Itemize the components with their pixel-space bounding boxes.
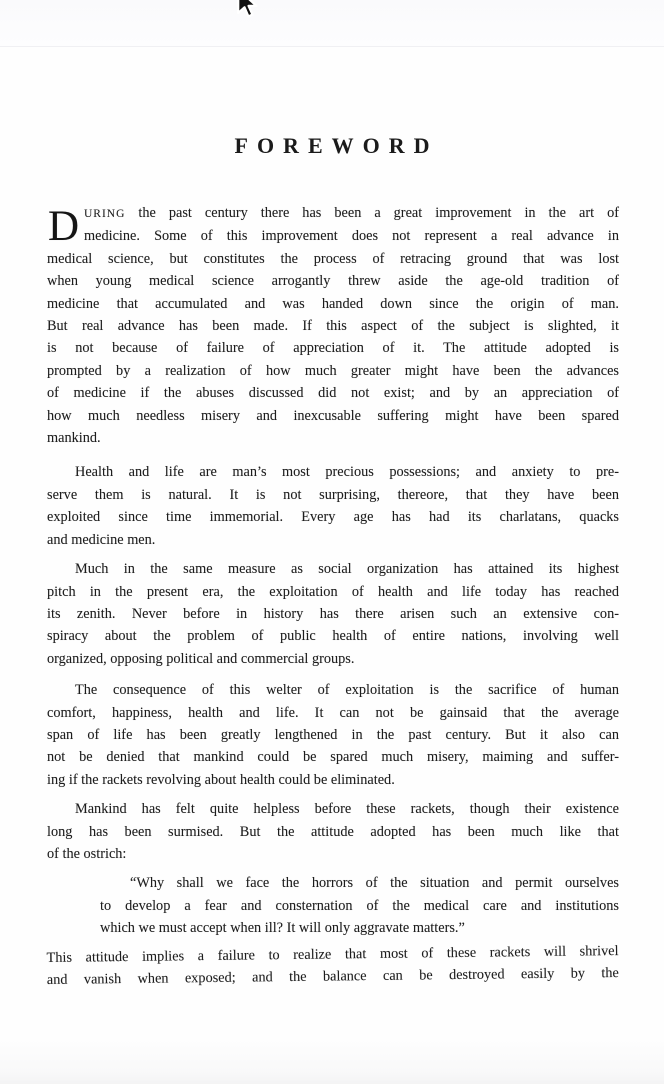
- text-block: [47, 202, 619, 991]
- text-line: URING the past century there has been a great improvement in the art of: [84, 205, 619, 221]
- text-line: long has been surmised. But the attitude adopted has been much like that: [47, 823, 619, 840]
- page-bottom-shadow: [0, 1038, 664, 1084]
- text-line: comfort, happiness, health and life. It can not be gainsaid that the average: [47, 704, 619, 721]
- text-line: serve them is natural. It is not surprising, thereore, that they have been: [47, 486, 619, 503]
- text-line: how much needless misery and inexcusable suffering might have been spared: [47, 407, 619, 424]
- text-line: ing if the rackets revolving about health could be eliminated.: [47, 771, 395, 788]
- text-line: The consequence of this welter of exploitation is the sacrifice of human: [75, 682, 619, 699]
- paragraph-6: [46, 940, 619, 992]
- text-line: which we must accept when ill? It will only aggravate matters.”: [100, 920, 465, 937]
- text-line: “Why shall we face the horrors of the situation and permit ourselves: [130, 875, 619, 892]
- drop-cap: D: [48, 203, 80, 250]
- paragraph-2: [47, 461, 619, 551]
- text-line: Mankind has felt quite helpless before these rackets, though their existence: [75, 801, 619, 818]
- ostrich-quote: [100, 872, 619, 939]
- text-line: medicine. Some of this improvement does not represent a real advance in: [84, 228, 619, 245]
- text-line: is not because of failure of appreciation of it. The attitude adopted is: [47, 340, 619, 357]
- text-line: mankind.: [47, 430, 101, 447]
- paragraph-1: [47, 202, 619, 449]
- arrow-cursor-icon: [234, 0, 262, 20]
- text-line: when young medical science arrogantly threw aside the age-old tradition of: [47, 273, 619, 290]
- text-line: This attitude implies a failure to realize that most of these rackets will shrivel: [46, 942, 619, 966]
- text-line: and medicine men.: [47, 531, 156, 548]
- paragraph-5: [47, 798, 619, 865]
- text-line: prompted by a realization of how much greater might have been the advances: [47, 362, 619, 379]
- text-line: But real advance has been made. If this aspect of the subject is slighted, it: [47, 318, 619, 335]
- paragraph-3: [47, 558, 619, 670]
- text-line: pitch in the present era, the exploitation of health and life today has reached: [47, 583, 619, 600]
- viewer-top-bar: [0, 0, 664, 47]
- text-line: to develop a fear and consternation of the medical care and institutions: [100, 897, 619, 914]
- text-line: of medicine if the abuses discussed did not exist; and by an appreciation of: [47, 385, 619, 402]
- text-line: not be denied that mankind could be spared much misery, maiming and suffer-: [47, 749, 619, 766]
- text-line: exploited since time immemorial. Every age has had its charlatans, quacks: [47, 509, 619, 526]
- text-line: spiracy about the problem of public health of entire nations, involving well: [47, 628, 619, 645]
- text-line: span of life has been greatly lengthened in the past century. But it also can: [47, 726, 619, 743]
- paragraph-4: [47, 679, 619, 791]
- small-caps-word: URING: [84, 208, 126, 220]
- text-line: medical science, but constitutes the process of retracing ground that was lost: [47, 250, 619, 267]
- text-line: of the ostrich:: [47, 845, 127, 862]
- text-line: Much in the same measure as social organization has attained its highest: [75, 561, 619, 578]
- text-line: organized, opposing political and commercial groups.: [47, 650, 355, 667]
- text-line: its zenith. Never before in history has there arisen such an extensive con-: [47, 605, 619, 622]
- text-line: and vanish when exposed; and the balance can be destroyed easily by the: [46, 965, 619, 989]
- paragraph-1-lines: [47, 202, 619, 449]
- page-title: FOREWORD: [234, 133, 439, 158]
- text-line: Health and life are man’s most precious possessions; and anxiety to pre-: [75, 464, 619, 481]
- text-line: medicine that accumulated and was handed down since the origin of man.: [47, 295, 619, 312]
